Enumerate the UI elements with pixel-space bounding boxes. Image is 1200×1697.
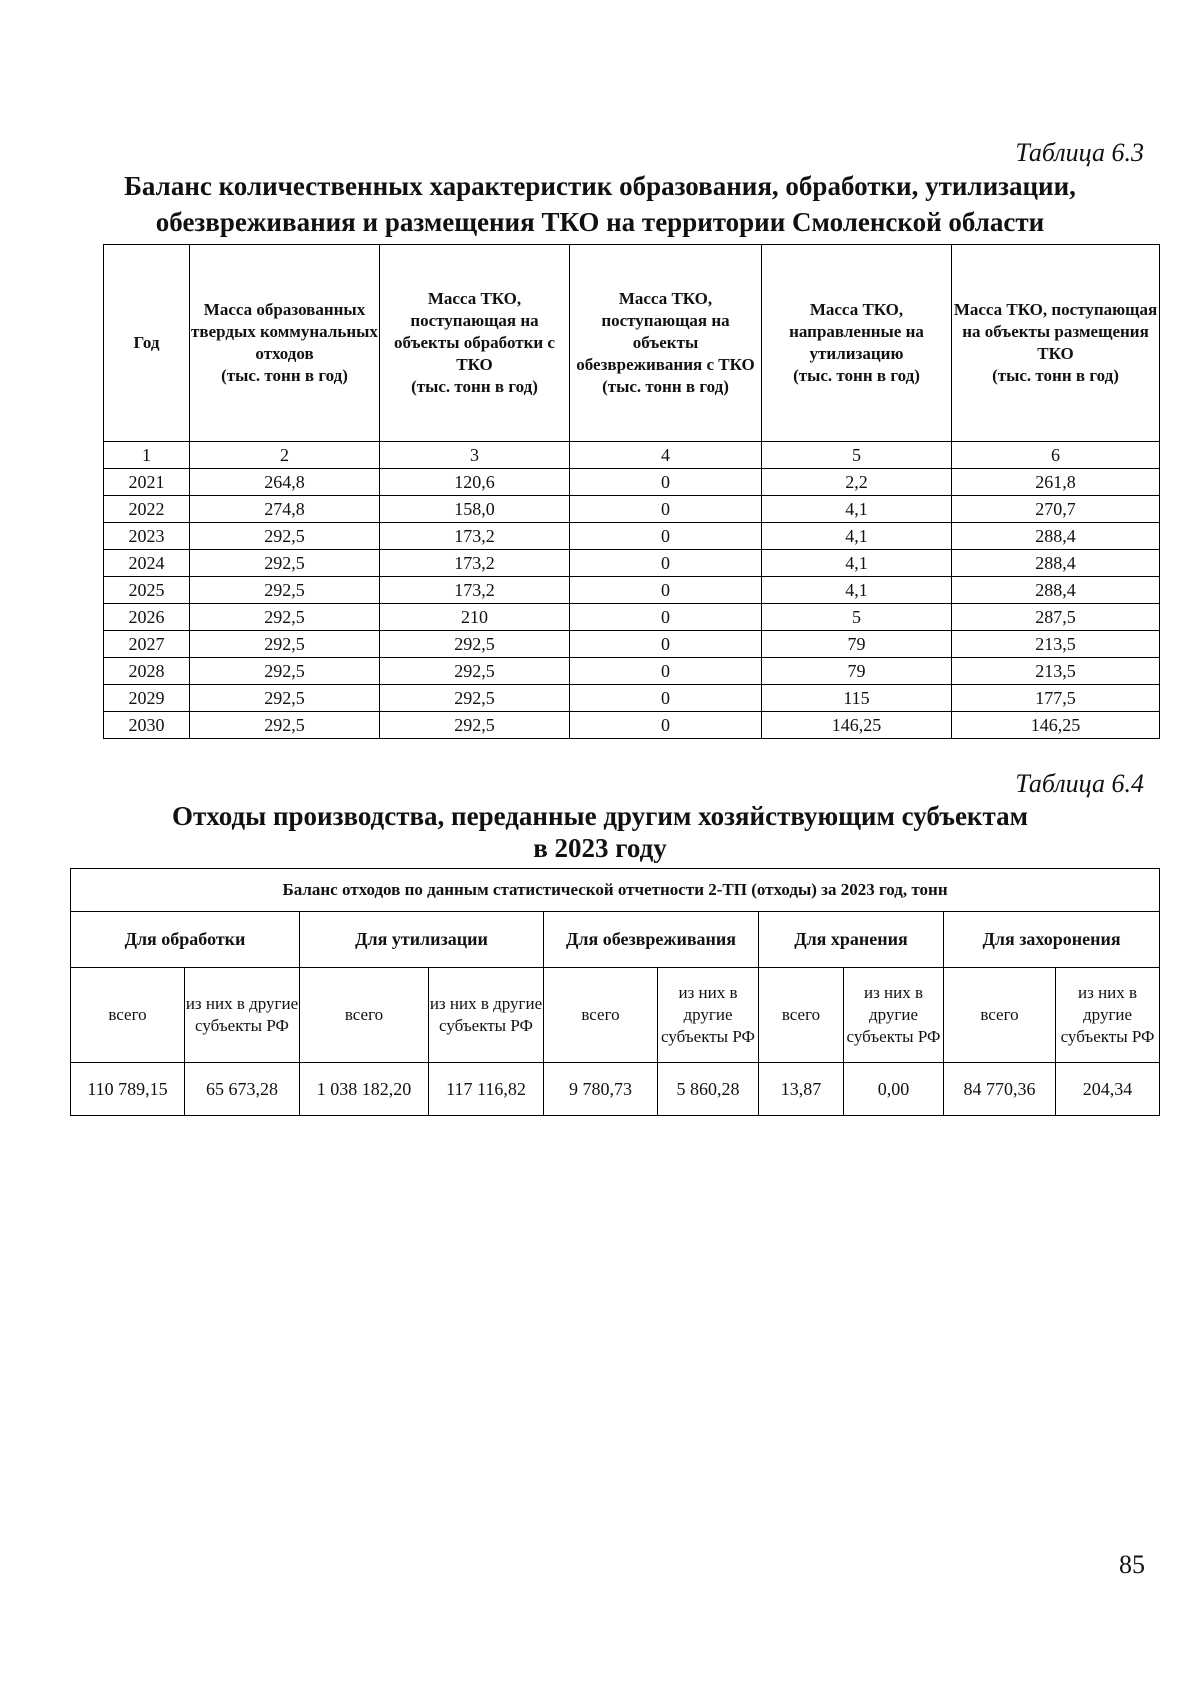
table-cell: 274,8 xyxy=(190,496,380,523)
table-row xyxy=(104,604,1160,631)
table-6-4-value-cell: 84 770,36 xyxy=(944,1063,1056,1116)
table-cell: 292,5 xyxy=(190,604,380,631)
table-6-3-title-line-1: Баланс количественных характеристик образования, обработки, утилизации, xyxy=(124,171,1076,201)
table-cell: 261,8 xyxy=(952,469,1160,496)
table-6-3 xyxy=(103,244,1160,739)
table-6-4-value-cell: 9 780,73 xyxy=(544,1063,658,1116)
table-row xyxy=(104,685,1160,712)
table-row xyxy=(104,577,1160,604)
table-cell: 292,5 xyxy=(380,685,570,712)
table-cell: 0 xyxy=(570,469,762,496)
table-6-4-value-cell: 1 038 182,20 xyxy=(300,1063,429,1116)
table-cell: 173,2 xyxy=(380,523,570,550)
table-cell: 0 xyxy=(570,550,762,577)
table-6-4-subheader: из них в другие субъекты РФ xyxy=(844,968,944,1063)
table-cell: 0 xyxy=(570,658,762,685)
table-6-4-subheader: всего xyxy=(944,968,1056,1063)
table-6-4-subheader: всего xyxy=(759,968,844,1063)
table-cell: 173,2 xyxy=(380,550,570,577)
table-cell: 292,5 xyxy=(190,658,380,685)
table-6-3-column-number-row xyxy=(104,442,1160,469)
table-cell: 292,5 xyxy=(190,523,380,550)
table-6-3-column-number: 5 xyxy=(762,442,952,469)
table-cell: 173,2 xyxy=(380,577,570,604)
table-cell: 292,5 xyxy=(380,712,570,739)
table-cell: 292,5 xyxy=(190,577,380,604)
table-cell: 0 xyxy=(570,631,762,658)
table-cell: 2025 xyxy=(104,577,190,604)
table-row xyxy=(104,469,1160,496)
table-6-4-title-line-2: в 2023 году xyxy=(533,833,667,863)
table-6-4-subheader: всего xyxy=(71,968,185,1063)
table-cell: 292,5 xyxy=(190,685,380,712)
table-row xyxy=(104,631,1160,658)
table-cell: 292,5 xyxy=(380,658,570,685)
table-row xyxy=(104,550,1160,577)
table-row xyxy=(104,523,1160,550)
table-6-4-value-cell: 204,34 xyxy=(1056,1063,1160,1116)
table-6-4-value-cell: 65 673,28 xyxy=(185,1063,300,1116)
table-cell: 0 xyxy=(570,496,762,523)
table-cell: 2030 xyxy=(104,712,190,739)
table-6-3-column-number: 2 xyxy=(190,442,380,469)
table-6-4-subheader-row xyxy=(71,968,1160,1063)
table-cell: 292,5 xyxy=(190,550,380,577)
table-cell: 2029 xyxy=(104,685,190,712)
table-6-4-value-cell: 5 860,28 xyxy=(658,1063,759,1116)
table-row xyxy=(104,658,1160,685)
table-cell: 4,1 xyxy=(762,496,952,523)
table-cell: 0 xyxy=(570,523,762,550)
table-cell: 0 xyxy=(570,685,762,712)
table-cell: 288,4 xyxy=(952,577,1160,604)
table-6-4-value-row xyxy=(71,1063,1160,1116)
table-6-4-value-cell: 0,00 xyxy=(844,1063,944,1116)
table-6-3-caption: Таблица 6.3 xyxy=(1015,138,1144,167)
table-6-4 xyxy=(70,868,1160,1116)
table-6-4-subheader: из них в другие субъекты РФ xyxy=(1056,968,1160,1063)
table-cell: 213,5 xyxy=(952,658,1160,685)
table-6-3-column-header: Масса ТКО, направленные на утилизацию (тыс. тонн в год) xyxy=(762,245,952,442)
table-cell: 177,5 xyxy=(952,685,1160,712)
table-cell: 5 xyxy=(762,604,952,631)
table-6-4-subheader: из них в другие субъекты РФ xyxy=(429,968,544,1063)
table-cell: 213,5 xyxy=(952,631,1160,658)
table-6-4-caption: Таблица 6.4 xyxy=(1015,769,1144,798)
table-cell: 2021 xyxy=(104,469,190,496)
table-cell: 287,5 xyxy=(952,604,1160,631)
table-6-3-column-header: Масса образованных твердых коммунальных отходов (тыс. тонн в год) xyxy=(190,245,380,442)
table-6-4-value-cell: 13,87 xyxy=(759,1063,844,1116)
table-6-4-group-header: Для обезвреживания xyxy=(544,912,759,968)
table-6-4-subheader: из них в другие субъекты РФ xyxy=(185,968,300,1063)
table-6-4-group-header: Для захоронения xyxy=(944,912,1160,968)
table-6-4-title-row xyxy=(71,869,1160,912)
table-cell: 292,5 xyxy=(190,712,380,739)
table-6-3-header-row xyxy=(104,245,1160,442)
table-cell: 158,0 xyxy=(380,496,570,523)
table-row xyxy=(104,712,1160,739)
table-cell: 2027 xyxy=(104,631,190,658)
table-cell: 288,4 xyxy=(952,523,1160,550)
table-6-4-title-line-1: Отходы производства, переданные другим хозяйствующим субъектам xyxy=(172,801,1028,831)
table-cell: 2023 xyxy=(104,523,190,550)
table-6-3-column-number: 6 xyxy=(952,442,1160,469)
table-6-4-group-row xyxy=(71,912,1160,968)
table-6-4-value-cell: 110 789,15 xyxy=(71,1063,185,1116)
table-cell: 270,7 xyxy=(952,496,1160,523)
page-number: 85 xyxy=(1119,1550,1145,1579)
table-cell: 2028 xyxy=(104,658,190,685)
table-cell: 0 xyxy=(570,712,762,739)
table-cell: 79 xyxy=(762,631,952,658)
table-6-3-title-line-2: обезвреживания и размещения ТКО на территории Смоленской области xyxy=(155,207,1045,237)
table-cell: 264,8 xyxy=(190,469,380,496)
table-cell: 79 xyxy=(762,658,952,685)
table-6-4-subheader: из них в другие субъекты РФ xyxy=(658,968,759,1063)
table-6-4-group-header: Для обработки xyxy=(71,912,300,968)
table-cell: 2026 xyxy=(104,604,190,631)
table-cell: 210 xyxy=(380,604,570,631)
table-cell: 146,25 xyxy=(762,712,952,739)
table-6-3-column-header: Масса ТКО, поступающая на объекты размещения ТКО (тыс. тонн в год) xyxy=(952,245,1160,442)
table-cell: 4,1 xyxy=(762,550,952,577)
table-cell: 4,1 xyxy=(762,523,952,550)
table-cell: 0 xyxy=(570,604,762,631)
table-cell: 4,1 xyxy=(762,577,952,604)
table-cell: 146,25 xyxy=(952,712,1160,739)
table-6-4-subheader: всего xyxy=(300,968,429,1063)
table-6-4-value-cell: 117 116,82 xyxy=(429,1063,544,1116)
table-6-4-group-header: Для утилизации xyxy=(300,912,544,968)
table-6-4-subheader: всего xyxy=(544,968,658,1063)
table-6-3-column-header: Масса ТКО, поступающая на объекты обезвреживания с ТКО (тыс. тонн в год) xyxy=(570,245,762,442)
table-6-3-column-number: 4 xyxy=(570,442,762,469)
table-6-3-column-header: Год xyxy=(104,245,190,442)
table-cell: 115 xyxy=(762,685,952,712)
table-6-3-column-number: 1 xyxy=(104,442,190,469)
table-cell: 2024 xyxy=(104,550,190,577)
table-cell: 120,6 xyxy=(380,469,570,496)
table-cell: 288,4 xyxy=(952,550,1160,577)
table-cell: 0 xyxy=(570,577,762,604)
table-row xyxy=(104,496,1160,523)
table-cell: 292,5 xyxy=(380,631,570,658)
table-cell: 2022 xyxy=(104,496,190,523)
table-6-4-top-header: Баланс отходов по данным статистической отчетности 2-ТП (отходы) за 2023 год, тонн xyxy=(71,869,1160,912)
table-6-4-group-header: Для хранения xyxy=(759,912,944,968)
table-6-3-column-number: 3 xyxy=(380,442,570,469)
table-cell: 292,5 xyxy=(190,631,380,658)
table-6-3-column-header: Масса ТКО, поступающая на объекты обработки с ТКО (тыс. тонн в год) xyxy=(380,245,570,442)
table-cell: 2,2 xyxy=(762,469,952,496)
